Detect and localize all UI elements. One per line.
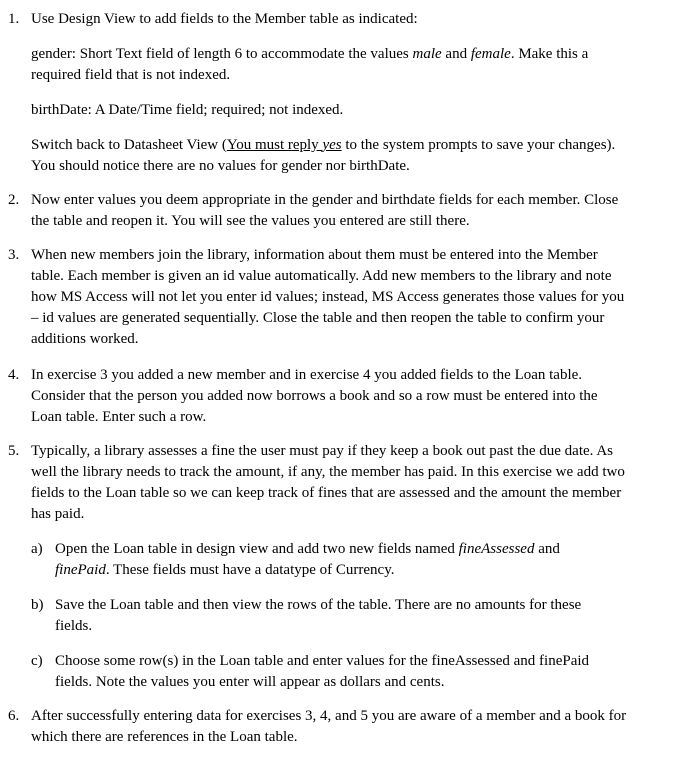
sub-item-letter: b) — [31, 597, 44, 613]
item-number: 6. — [8, 708, 20, 724]
item-number: 4. — [8, 367, 20, 383]
item-1-intro: Use Design View to add fields to the Member table as indicated: — [31, 11, 418, 27]
underlined-instruction: You must reply yes — [226, 137, 342, 153]
field-fineAssessed: fineAssessed — [458, 541, 535, 557]
sub-item-letter: c) — [31, 653, 43, 669]
sub-item-letter: a) — [31, 541, 43, 557]
item-4-text: In exercise 3 you added a new member and in exercise 4 you added fields to the Loan table. Consider that the person you added now borrows a book and so a row must be entered into the Loan table. Enter such a row. — [31, 367, 598, 425]
item-number: 2. — [8, 192, 20, 208]
item-number: 5. — [8, 443, 20, 459]
item-number: 1. — [8, 11, 20, 27]
item-1-birthdate-paragraph: birthDate: A Date/Time field; required; not indexed. — [31, 102, 344, 118]
item-5-text: Typically, a library assesses a fine the user must pay if they keep a book out past the due date. As well the library needs to track the amount, if any, the member has paid. In this exercise we add two fields to the Loan table so we can keep track of fines that are assessed and the amount the member has paid. — [31, 443, 625, 522]
item-1-gender-paragraph: gender: Short Text field of length 6 to accommodate the values male and female. Make this a required field that is not indexed. — [31, 46, 589, 83]
value-male: male — [412, 46, 442, 62]
value-female: female — [470, 46, 511, 62]
item-6-text: After successfully entering data for exercises 3, 4, and 5 you are aware of a member and a book for which there are references in the Loan table. — [31, 708, 627, 745]
sub-item-c-text: Choose some row(s) in the Loan table and enter values for the fineAssessed and finePaid fields. Note the values you enter will appear as dollars and cents. — [55, 653, 590, 690]
sub-item-b-text: Save the Loan table and then view the rows of the table. There are no amounts for these fields. — [55, 597, 582, 634]
field-finePaid: finePaid — [55, 562, 106, 578]
item-number: 3. — [8, 247, 20, 263]
item-2-text: Now enter values you deem appropriate in the gender and birthdate fields for each member. Close the table and reopen it. You will see the values you entered are still there. — [31, 192, 619, 229]
document-page: 1. Use Design View to add fields to the Member table as indicated: gender: Short Text field of length 6 to accommodate the values male and female. Make this a required field that is not indexed. birthDate: A Date/Time field; required; not indexed. Switch back to Datasheet View (You must reply yes to the system prompts to save your changes). You should notice there are no values for gender nor birthDate. 2. Now enter values you deem appropriate in the gender and birthdate fields for each member. Close the table and reopen it. You will see the values you entered are still there. 3. When new members join the library, information about them must be entered into the Member table. Each member is given an id value automatically. Add new members to the library and note how MS Access will not let you enter id values; instead, MS Access generates those values for you – id values are generated sequentially. Close the table and then reopen the table to confirm your additions worked. 4. In exercise 3 you added a new member and in exercise 4 you added fields to the Loan table. Consider that the person you added now borrows a book and so a row must be entered into the Loan table. Enter such a row. 5. Typically, a library assesses a fine the user must pay if they keep a book out past the due date. As well the library needs to track the amount, if any, the member has paid. In this exercise we add two fields to the Loan table so we can keep track of fines that are assessed and the amount the member has paid. a) Open the Loan table in design view and add two new fields named fineAssessed and finePaid. These fields must have a datatype of Currency. b) Save the Loan table and then view the rows of the table. There are no amounts for these fields. c) Choose some row(s) in the Loan table and enter values for the fineAssessed and finePaid fields. Note the values you enter will appear as dollars and cents. 6. After successfully entering data for exercises 3, 4, and 5 you are aware of a member and a book for which there are references in the Loan table. — [0, 0, 673, 776]
item-1-switch-paragraph: Switch back to Datasheet View (You must reply yes to the system prompts to save your changes). You should notice there are no values for gender nor birthDate. — [31, 137, 616, 174]
item-3-text: When new members join the library, information about them must be entered into the Member table. Each member is given an id value automatically. Add new members to the library and note how MS Access will not let you enter id values; instead, MS Access generates those values for you – id values are generated sequentially. Close the table and then reopen the table to confirm your additions worked. — [31, 247, 625, 347]
